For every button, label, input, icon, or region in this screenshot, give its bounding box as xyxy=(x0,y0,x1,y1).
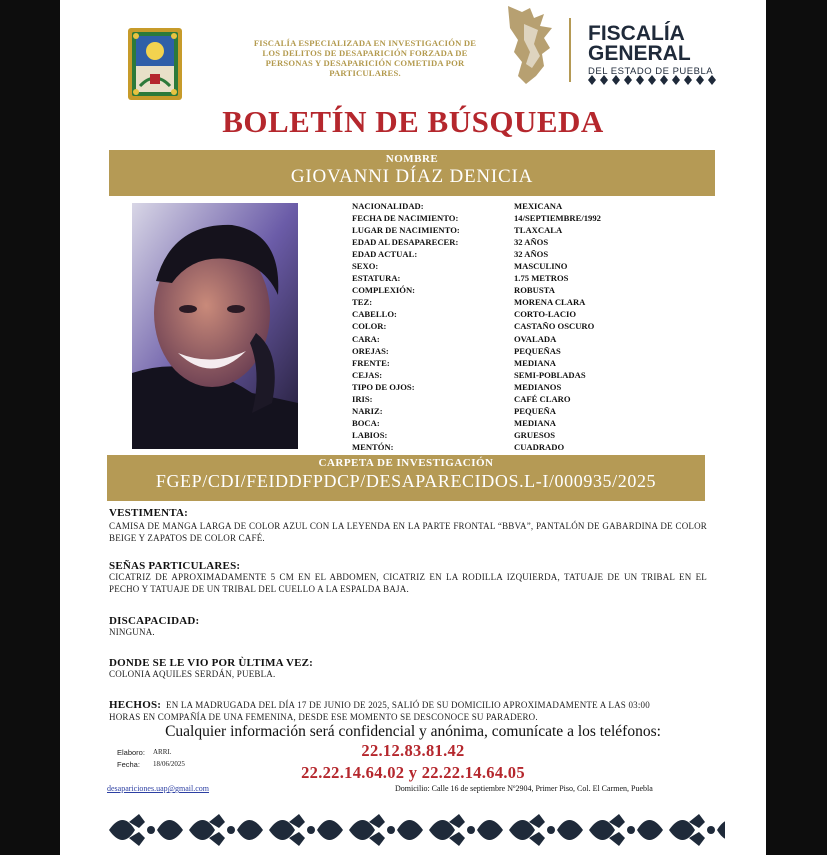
name-label: NOMBRE xyxy=(385,153,439,165)
field-row xyxy=(352,308,652,320)
case-band xyxy=(107,455,705,501)
field-label: TIPO DE OJOS: xyxy=(352,381,415,392)
field-value: CASTAÑO OSCURO xyxy=(514,321,595,332)
field-row xyxy=(352,320,652,332)
field-label: LABIOS: xyxy=(352,429,388,440)
field-label: FECHA DE NACIMIENTO: xyxy=(352,213,459,224)
field-label: MENTÓN: xyxy=(352,441,394,452)
field-value: CAFÉ CLARO xyxy=(514,393,571,404)
field-label: EDAD ACTUAL: xyxy=(352,249,418,260)
person-name: GIOVANNI DÍAZ DENICIA xyxy=(290,166,534,187)
field-value: PEQUEÑA xyxy=(514,405,557,416)
field-row xyxy=(352,333,652,345)
field-row xyxy=(352,393,652,405)
field-row xyxy=(352,405,652,417)
last-seen-heading: DONDE SE LE VIO POR ÙLTIMA VEZ: xyxy=(109,657,314,669)
field-value: MASCULINO xyxy=(514,261,568,272)
field-value: 1.75 METROS xyxy=(514,273,569,284)
field-value: OVALADA xyxy=(514,333,557,344)
phone-number-primary[interactable]: 22.12.83.81.42 xyxy=(361,741,465,760)
field-label: TEZ: xyxy=(352,297,373,308)
field-value: TLAXCALA xyxy=(514,225,563,236)
field-value: MEDIANA xyxy=(514,417,557,428)
field-value: MEDIANOS xyxy=(514,381,562,392)
disability-text: NINGUNA. xyxy=(109,627,155,637)
clothing-heading: VESTIMENTA: xyxy=(109,507,189,519)
contact-intro: Cualquier información será confidencial y anónima, comunícate a los teléfonos: xyxy=(165,723,661,740)
field-label: FRENTE: xyxy=(352,357,390,368)
field-row xyxy=(352,260,652,272)
field-label: COLOR: xyxy=(352,321,387,332)
decorative-footer-pattern xyxy=(105,808,725,852)
field-label: OREJAS: xyxy=(352,345,389,356)
field-value: 32 AÑOS xyxy=(514,237,549,248)
field-label: EDAD AL DESAPARECER: xyxy=(352,237,459,248)
field-value: GRUESOS xyxy=(514,429,556,440)
field-row xyxy=(352,224,652,236)
logo-text-state: DEL ESTADO DE PUEBLA xyxy=(588,66,714,77)
facts-text-line-2: HORAS EN COMPAÑÍA DE UNA FEMENINA, DESDE ESE MOMENTO SE DESCONOCE SU PARADERO. xyxy=(109,712,538,722)
field-value: MEXICANA xyxy=(514,201,563,211)
field-label: SEXO: xyxy=(352,261,379,272)
field-value: MEDIANA xyxy=(514,357,557,368)
field-row xyxy=(352,212,652,224)
field-row xyxy=(352,345,652,357)
field-value: ROBUSTA xyxy=(514,285,555,296)
name-band xyxy=(109,150,715,196)
physical-description-table xyxy=(352,200,652,453)
field-row xyxy=(352,296,652,308)
field-value: 14/SEPTIEMBRE/1992 xyxy=(514,213,601,224)
field-label: COMPLEXIÓN: xyxy=(352,285,416,296)
case-number: FGEP/CDI/FEIDDFPDCP/DESAPARECIDOS.L-I/000935/2025 xyxy=(155,471,657,491)
facts-text-line-1: EN LA MADRUGADA DEL DÍA 17 DE JUNIO DE 2025, SALIÓ DE SU DOMICILIO APROXIMADAMENTE A LAS 03:00 xyxy=(166,700,650,710)
elaboro-label: Elaboro: xyxy=(117,748,145,757)
field-value: 32 AÑOS xyxy=(514,249,549,260)
field-row xyxy=(352,417,652,429)
case-label: CARPETA DE INVESTIGACIÓN xyxy=(318,457,494,469)
field-row xyxy=(352,441,652,453)
facts-heading: HECHOS: xyxy=(109,699,162,711)
contact-email-link[interactable]: desapariciones.uap@gmail.com xyxy=(107,784,209,793)
phone-number-secondary[interactable]: 22.22.14.64.02 y 22.22.14.64.05 xyxy=(301,763,525,782)
field-label: CEJAS: xyxy=(352,369,383,380)
field-value: CORTO-LACIO xyxy=(514,309,577,320)
field-label: BOCA: xyxy=(352,417,380,428)
logo-text-fiscalia: FISCALÍA xyxy=(588,22,685,45)
bulletin-title: BOLETÍN DE BÚSQUEDA xyxy=(222,104,604,139)
fecha-label: Fecha: xyxy=(117,760,140,769)
bulletin-page xyxy=(60,0,766,855)
field-label: CABELLO: xyxy=(352,309,397,320)
field-value: PEQUEÑAS xyxy=(514,345,561,356)
field-row xyxy=(352,369,652,381)
field-label: CARA: xyxy=(352,333,380,344)
field-label: IRIS: xyxy=(352,393,373,404)
field-value: SEMI-POBLADAS xyxy=(514,369,586,380)
field-row xyxy=(352,272,652,284)
person-photo xyxy=(132,203,298,449)
disability-heading: DISCAPACIDAD: xyxy=(109,615,200,627)
field-row xyxy=(352,429,652,441)
field-row xyxy=(352,236,652,248)
clothing-text: CAMISA DE MANGA LARGA DE COLOR AZUL CON LA LEYENDA EN LA PARTE FRONTAL “BBVA”, PANTALÓN DE GABARDINA DE COLOR BEIGE Y ZAPATOS DE COLOR CAFÉ. xyxy=(109,521,707,543)
fecha-value: 18/06/2025 xyxy=(153,760,185,768)
field-row xyxy=(352,284,652,296)
field-row xyxy=(352,248,652,260)
logo-text-general: GENERAL xyxy=(588,42,691,65)
last-seen-text: COLONIA AQUILES SERDÁN, PUEBLA. xyxy=(109,669,276,679)
field-value: CUADRADO xyxy=(514,441,565,452)
field-label: ESTATURA: xyxy=(352,273,401,284)
field-label: NACIONALIDAD: xyxy=(352,201,424,211)
field-row xyxy=(352,200,652,212)
office-name: FISCALÍA ESPECIALIZADA EN INVESTIGACIÓN DE LOS DELITOS DE DESAPARICIÓN FORZADA DE PERSONAS Y DESAPARICIÓN COMETIDA POR PARTICULARES. xyxy=(253,38,477,78)
elaboro-value: ARRI. xyxy=(153,748,172,756)
marks-text: CICATRIZ DE APROXIMADAMENTE 5 CM EN EL ABDOMEN, CICATRIZ EN LA RODILLA IZQUIERDA, TATUAJE DE UN TRIBAL EN EL PECHO Y TATUAJE DE UN TRIBAL DEL CUELLO A LA ESPALDA BAJA. xyxy=(109,572,707,594)
field-label: LUGAR DE NACIMIENTO: xyxy=(352,225,460,236)
state-seal-emblem xyxy=(126,26,184,102)
office-address: Domicilio: Calle 16 de septiembre Nº2904, Primer Piso, Col. El Carmen, Puebla xyxy=(395,784,653,793)
field-row xyxy=(352,381,652,393)
field-row xyxy=(352,357,652,369)
marks-heading: SEÑAS PARTICULARES: xyxy=(109,560,241,572)
field-value: MORENA CLARA xyxy=(514,297,586,308)
field-label: NARIZ: xyxy=(352,405,383,416)
